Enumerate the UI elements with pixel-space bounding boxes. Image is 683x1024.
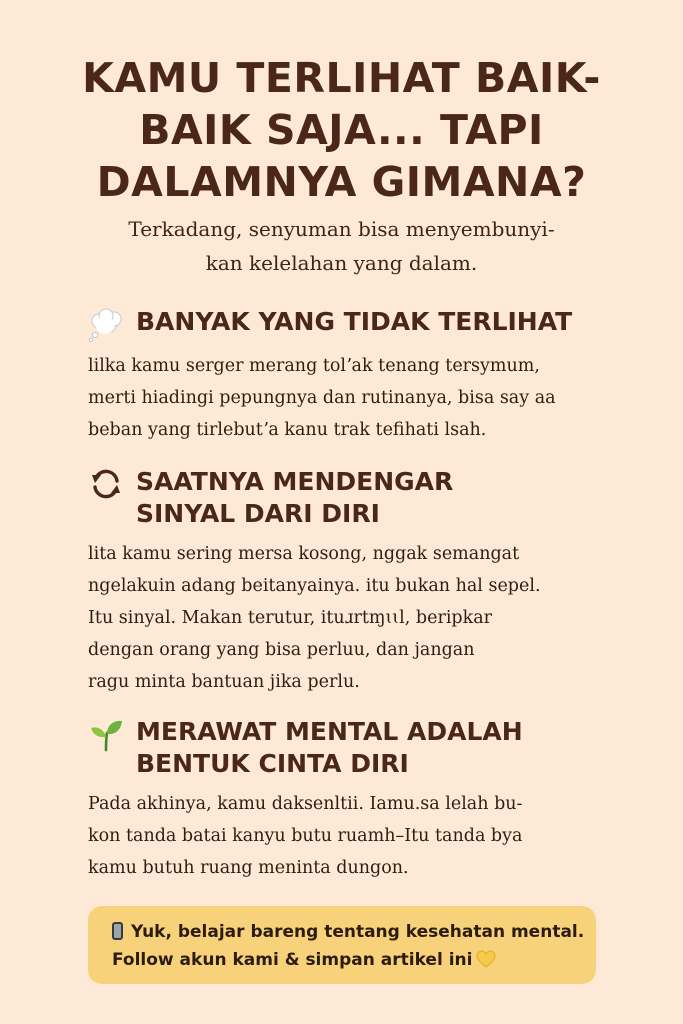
- refresh-arrows-icon: [88, 466, 124, 502]
- title-line: KAMU TERLIHAT BAIK-: [82, 54, 601, 102]
- section-header: [88, 306, 608, 338]
- page-title: [40, 52, 643, 208]
- thought-bubble-icon: [88, 306, 124, 342]
- yellow-heart-icon: [476, 950, 496, 968]
- section-title-line: SAATNYA MENDENGAR: [136, 467, 454, 496]
- cta-line-2: [112, 946, 580, 974]
- mobile-phone-icon: [112, 922, 123, 940]
- section-title: [136, 466, 608, 530]
- section-merawat-mental: [88, 716, 608, 884]
- section-title: [136, 306, 608, 338]
- body-line: ngelakuin adang beitanyainya. itu bukan hal sepel.: [88, 576, 541, 596]
- section-title-line: BENTUK CINTA DIRI: [136, 749, 409, 778]
- body-line: beban yang tirlebutʼa kanu trak tefihati lsah.: [88, 420, 487, 440]
- title-line: BAIK SAJA... TAPI: [139, 106, 544, 154]
- section-body: [88, 538, 608, 698]
- subtitle-line: kan kelelahan yang dalam.: [205, 251, 478, 275]
- section-body: [88, 788, 608, 884]
- body-line: kon tanda batai kanyu butu ruamh–Itu tanda bya: [88, 826, 523, 846]
- call-to-action-banner[interactable]: [88, 906, 596, 984]
- seedling-icon: [88, 716, 124, 752]
- subtitle: [60, 212, 623, 280]
- body-line: Pada akhinya, kamu daksenltii. Iamu.sa lelah bu-: [88, 794, 523, 814]
- section-header: [88, 716, 608, 780]
- section-body: [88, 350, 608, 446]
- section-header: [88, 466, 608, 530]
- section-title-line: SINYAL DARI DIRI: [136, 499, 380, 528]
- cta-line-1: [112, 918, 585, 946]
- body-line: kamu butuh ruang meninta dungon.: [88, 858, 409, 878]
- cta-text: Yuk, belajar bareng tentang kesehatan mental.: [131, 922, 585, 942]
- body-line: ragu minta bantuan jika perlu.: [88, 672, 360, 692]
- title-line: DALAMNYA GIMANA?: [96, 158, 587, 206]
- body-line: merti hiadingi pepungnya dan rutinanya, bisa say aa: [88, 388, 556, 408]
- body-line: lita kamu sering mersa kosong, nggak semangat: [88, 544, 520, 564]
- cta-text: Follow akun kami & simpan artikel ini: [112, 950, 473, 970]
- body-line: dengan orang yang bisa perluu, dan jangan: [88, 640, 475, 660]
- subtitle-line: Terkadang, senyuman bisa menyembunyi-: [128, 217, 555, 241]
- body-line: Itu sinyal. Makan terutur, ituɹrtɱɩɩl, beripkar: [88, 608, 493, 628]
- section-saatnya-mendengar: [88, 466, 608, 698]
- body-line: lilka kamu serger merang tolʼak tenang tersymum,: [88, 356, 540, 376]
- section-title-line: BANYAK YANG TIDAK TERLIHAT: [136, 307, 573, 336]
- section-title-line: MERAWAT MENTAL ADALAH: [136, 717, 523, 746]
- section-title: [136, 716, 608, 780]
- section-banyak-yang-tidak-terlihat: [88, 306, 608, 446]
